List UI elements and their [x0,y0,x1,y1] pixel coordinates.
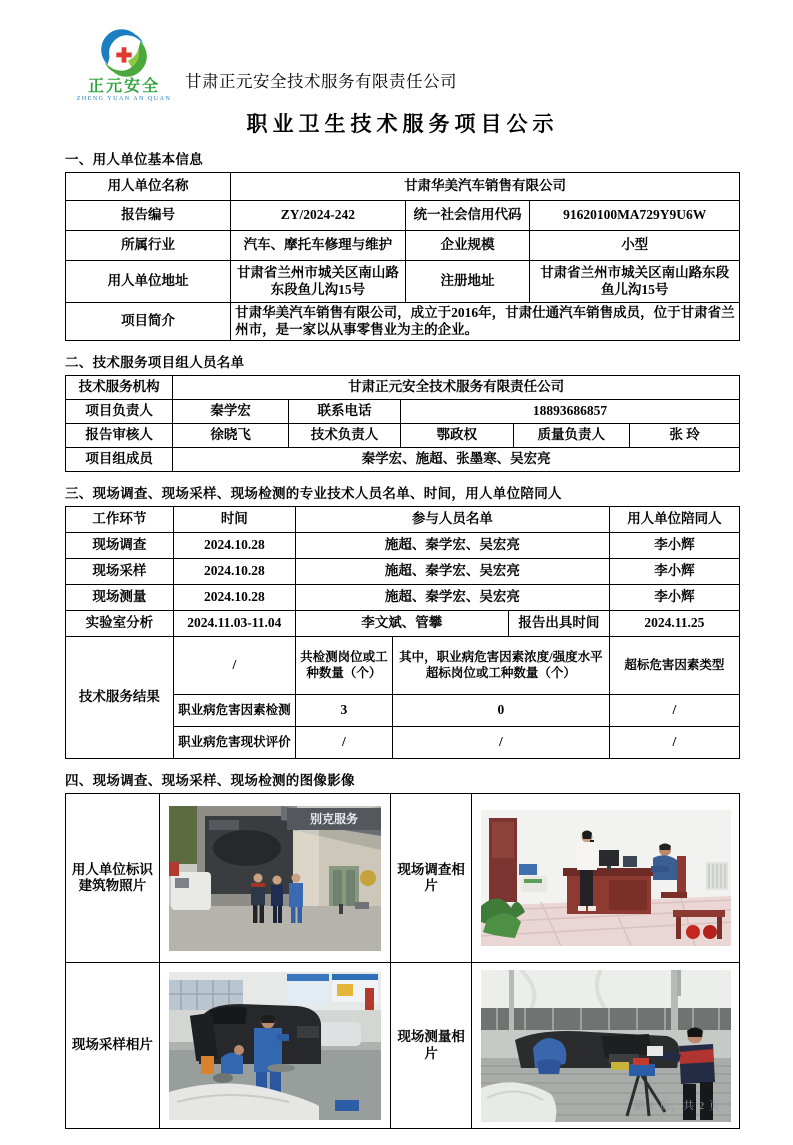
table-row [66,585,740,611]
quality-lead-label: 质量负责人 [513,424,630,448]
company-name: 甘肃正元安全技术服务有限责任公司 [185,72,457,91]
results-slash-cell: / [173,637,295,695]
table-row [66,794,740,963]
results-row-name: 职业病危害因素检测 [173,695,295,727]
survey-photo-label: 现场调查相片 [390,794,472,963]
document-header [65,28,740,146]
tech-lead-label: 技术负责人 [289,424,401,448]
logo-brand-text: 正元安全 [87,78,160,95]
measure-photo-label: 现场测量相片 [390,963,472,1129]
results-label: 技术服务结果 [66,637,174,759]
time-cell: 2024.10.28 [173,533,295,559]
report-time-value: 2024.11.25 [609,611,739,637]
reviewer-value: 徐晓飞 [173,424,289,448]
lab-step-cell: 实验室分析 [66,611,174,637]
address-label: 用人单位地址 [66,261,231,303]
employer-name-label: 用人单位名称 [66,173,231,201]
sampling-photo-image [169,972,381,1120]
table-row [66,400,740,424]
col-time-header: 时间 [173,507,295,533]
table-row [66,611,740,637]
results-type-value: / [609,695,739,727]
team-table [65,375,740,472]
table-row [66,533,740,559]
phone-label: 联系电话 [289,400,401,424]
col-escort-header: 用人单位陪同人 [609,507,739,533]
report-no-value: ZY/2024-242 [231,201,406,231]
results-type-header: 超标危害因素类型 [609,637,739,695]
table-row [66,303,740,341]
sampling-photo-label: 现场采样相片 [66,963,160,1129]
leader-value: 秦学宏 [173,400,289,424]
scale-value: 小型 [530,231,740,261]
reg-address-label: 注册地址 [405,261,530,303]
step-cell: 现场采样 [66,559,174,585]
section-3-heading: 三、现场调查、现场采样、现场检测的专业技术人员名单、时间，用人单位陪同人 [65,486,562,501]
results-type-value: / [609,727,739,759]
section-1-heading: 一、用人单位基本信息 [65,152,203,167]
table-row [66,201,740,231]
employer-info-table [65,172,740,341]
employer-name-value: 甘肃华美汽车销售有限公司 [231,173,740,201]
reviewer-label: 报告审核人 [66,424,173,448]
results-detected-value: / [295,727,392,759]
results-detected-header: 共检测岗位或工种数量（个） [295,637,392,695]
section-4-heading: 四、现场调查、现场采样、现场检测的图像影像 [65,773,355,788]
report-no-label: 报告编号 [66,201,231,231]
survey-photo-image [481,810,731,946]
page-number: 第 1 页，共 2 页 [633,1100,721,1112]
leader-label: 项目负责人 [66,400,173,424]
escort-cell: 李小辉 [609,533,739,559]
logo-swirl-icon [95,28,153,78]
company-logo [63,28,185,103]
participants-cell: 施超、秦学宏、吴宏亮 [295,533,609,559]
building-photo-label: 用人单位标识建筑物照片 [66,794,160,963]
col-step-header: 工作环节 [66,507,174,533]
table-row [66,376,740,400]
org-value: 甘肃正元安全技术服务有限责任公司 [173,376,740,400]
survey-photo-cell [472,794,740,963]
table-row [66,637,740,695]
credit-code-value: 91620100MA729Y9U6W [530,201,740,231]
table-row [66,231,740,261]
org-label: 技术服务机构 [66,376,173,400]
intro-label: 项目简介 [66,303,231,341]
reg-address-value: 甘肃省兰州市城关区南山路东段鱼儿沟15号 [530,261,740,303]
quality-lead-value: 张 玲 [630,424,740,448]
report-time-label: 报告出具时间 [508,611,609,637]
results-row-name: 职业病危害现状评价 [173,727,295,759]
table-row [66,448,740,472]
address-value: 甘肃省兰州市城关区南山路东段鱼儿沟15号 [231,261,406,303]
photo-table [65,793,740,1129]
sampling-photo-cell [159,963,390,1129]
buick-sign-text: 别克服务 [309,811,358,826]
scale-label: 企业规模 [405,231,530,261]
credit-code-label: 统一社会信用代码 [405,201,530,231]
time-cell: 2024.10.28 [173,585,295,611]
phone-value: 18893686857 [400,400,739,424]
time-cell: 2024.10.28 [173,559,295,585]
results-exceed-value: 0 [392,695,609,727]
table-row [66,559,740,585]
lab-participants-cell: 李文斌、管攀 [295,611,508,637]
building-photo-cell [159,794,390,963]
page-title: 职业卫生技术服务项目公示 [246,112,559,136]
escort-cell: 李小辉 [609,559,739,585]
tech-lead-value: 鄂政权 [400,424,513,448]
participants-cell: 施超、秦学宏、吴宏亮 [295,585,609,611]
table-row [66,173,740,201]
members-label: 项目组成员 [66,448,173,472]
table-row [66,424,740,448]
lab-time-cell: 2024.11.03-11.04 [173,611,295,637]
step-cell: 现场测量 [66,585,174,611]
members-value: 秦学宏、施超、张墨寒、吴宏亮 [173,448,740,472]
industry-value: 汽车、摩托车修理与维护 [231,231,406,261]
fieldwork-table [65,506,740,759]
industry-label: 所属行业 [66,231,231,261]
table-row [66,261,740,303]
building-photo-image [169,806,381,951]
intro-value: 甘肃华美汽车销售有限公司，成立于2016年，甘肃仕通汽车销售成员，位于甘肃省兰州市，是一家以从事零售业为主的企业。 [231,303,740,341]
results-exceed-value: / [392,727,609,759]
escort-cell: 李小辉 [609,585,739,611]
results-detected-value: 3 [295,695,392,727]
step-cell: 现场调查 [66,533,174,559]
table-header-row [66,507,740,533]
logo-brand-en-text: ZHENG YUAN AN QUAN [76,96,172,102]
results-exceed-header: 其中，职业病危害因素浓度/强度水平超标岗位或工种数量（个） [392,637,609,695]
section-2-heading: 二、技术服务项目组人员名单 [65,355,245,370]
participants-cell: 施超、秦学宏、吴宏亮 [295,559,609,585]
col-participants-header: 参与人员名单 [295,507,609,533]
